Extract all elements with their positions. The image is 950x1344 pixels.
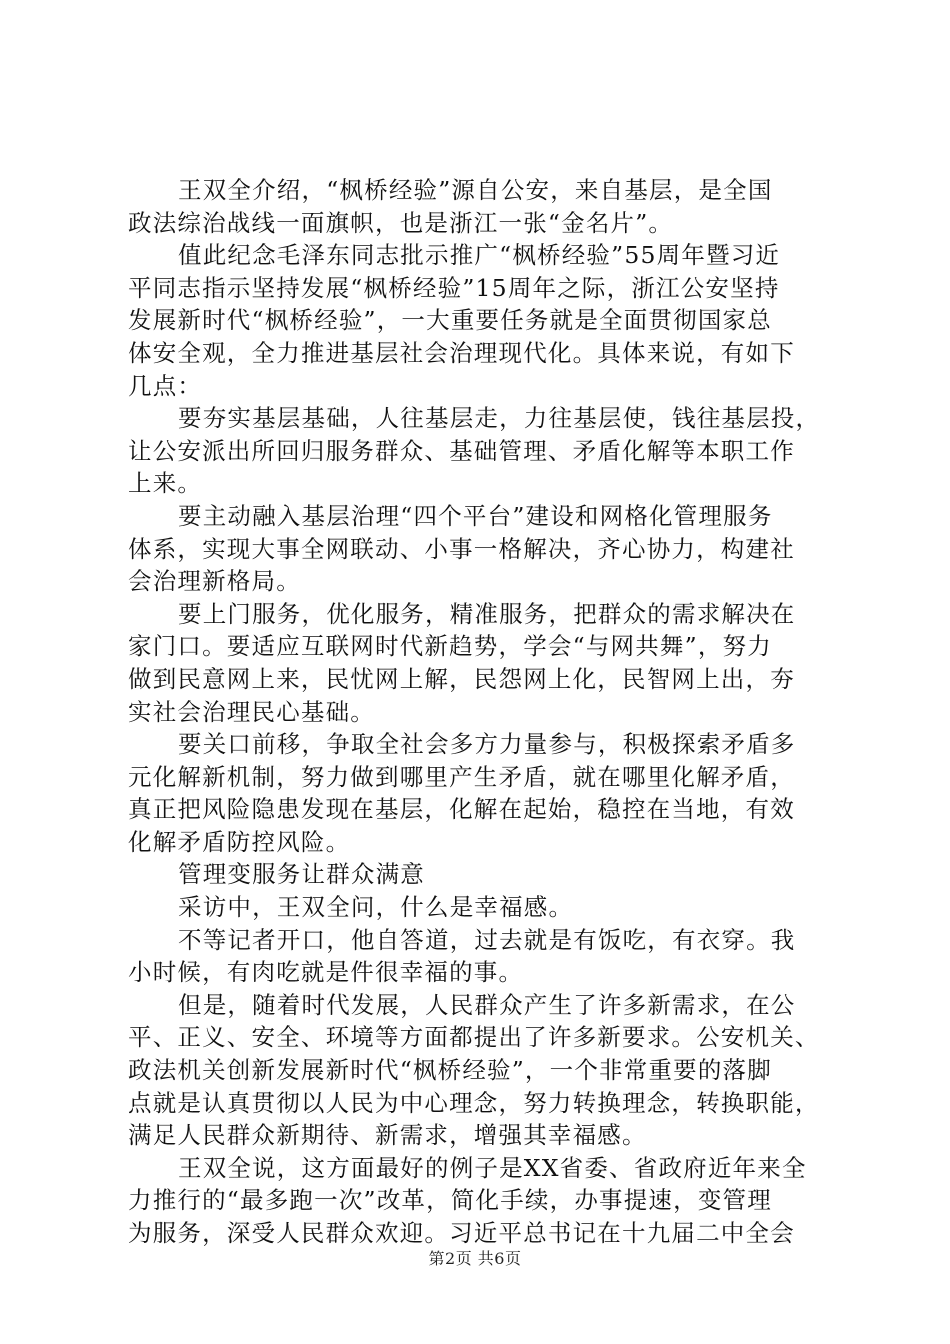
text-line: 王双全说，这方面最好的例子是XX省委、省政府近年来全 [178,1153,807,1182]
text-line: 平、正义、安全、环境等方面都提出了许多新要求。公安机关、 [128,1023,820,1052]
text-line: 体系，实现大事全网联动、小事一格解决，齐心协力，构建社 [128,534,795,563]
text-line: 几点： [128,371,203,400]
text-line: 小时候，有肉吃就是件很幸福的事。 [128,958,524,987]
text-line: 做到民意网上来，民忧网上解，民怨网上化，民智网上出，夯 [128,664,795,693]
text-line: 点就是认真贯彻以人民为中心理念，努力转换理念，转换职能， [128,1088,820,1117]
text-line: 满足人民群众新期待、新需求，增强其幸福感。 [128,1121,647,1150]
page-footer: 第2页 共6页 [428,1249,522,1268]
text-line: 元化解新机制，努力做到哪里产生矛盾，就在哪里化解矛盾， [128,762,795,791]
text-line: 要上门服务，优化服务，精准服务，把群众的需求解决在 [178,599,796,628]
text-line: 力推行的“最多跑一次”改革，简化手续，办事提速，变管理 [128,1186,772,1215]
text-line: 值此纪念毛泽东同志批示推广“枫桥经验”55周年暨习近 [178,241,781,270]
text-line: 让公安派出所回归服务群众、基础管理、矛盾化解等本职工作 [128,436,795,465]
text-line: 真正把风险隐患发现在基层，化解在起始，稳控在当地，有效 [128,795,795,824]
text-line: 政法综治战线一面旗帜，也是浙江一张“金名片”。 [128,208,674,237]
text-line: 采访中，王双全问，什么是幸福感。 [178,893,574,922]
document-body [128,174,838,1250]
text-line: 为服务，深受人民群众欢迎。习近平总书记在十九届二中全会 [128,1219,795,1247]
text-line: 要夯实基层基础，人往基层走，力往基层使，钱往基层投， [178,404,821,433]
text-line: 要关口前移，争取全社会多方力量参与，积极探索矛盾多 [178,730,796,759]
text-line: 家门口。要适应互联网时代新趋势，学会“与网共舞”，努力 [128,632,772,661]
text-line: 会治理新格局。 [128,567,301,596]
text-line: 上来。 [128,469,203,498]
text-line: 要主动融入基层治理“四个平台”建设和网格化管理服务 [178,501,773,530]
text-line: 不等记者开口，他自答道，过去就是有饭吃，有衣穿。我 [178,925,796,954]
text-line: 管理变服务让群众满意 [178,860,425,889]
text-line: 实社会治理民心基础。 [128,697,375,726]
text-line: 化解矛盾防控风险。 [128,827,351,856]
text-line: 王双全介绍，“枫桥经验”源自公安，来自基层，是全国 [178,176,773,204]
text-line: 政法机关创新发展新时代“枫桥经验”，一个非常重要的落脚 [128,1056,772,1085]
text-line: 体安全观，全力推进基层社会治理现代化。具体来说，有如下 [128,338,795,367]
text-line: 发展新时代“枫桥经验”，一大重要任务就是全面贯彻国家总 [128,306,772,335]
text-line: 平同志指示坚持发展“枫桥经验”15周年之际，浙江公安坚持 [128,273,780,302]
text-line: 但是，随着时代发展，人民群众产生了许多新需求，在公 [178,990,796,1019]
